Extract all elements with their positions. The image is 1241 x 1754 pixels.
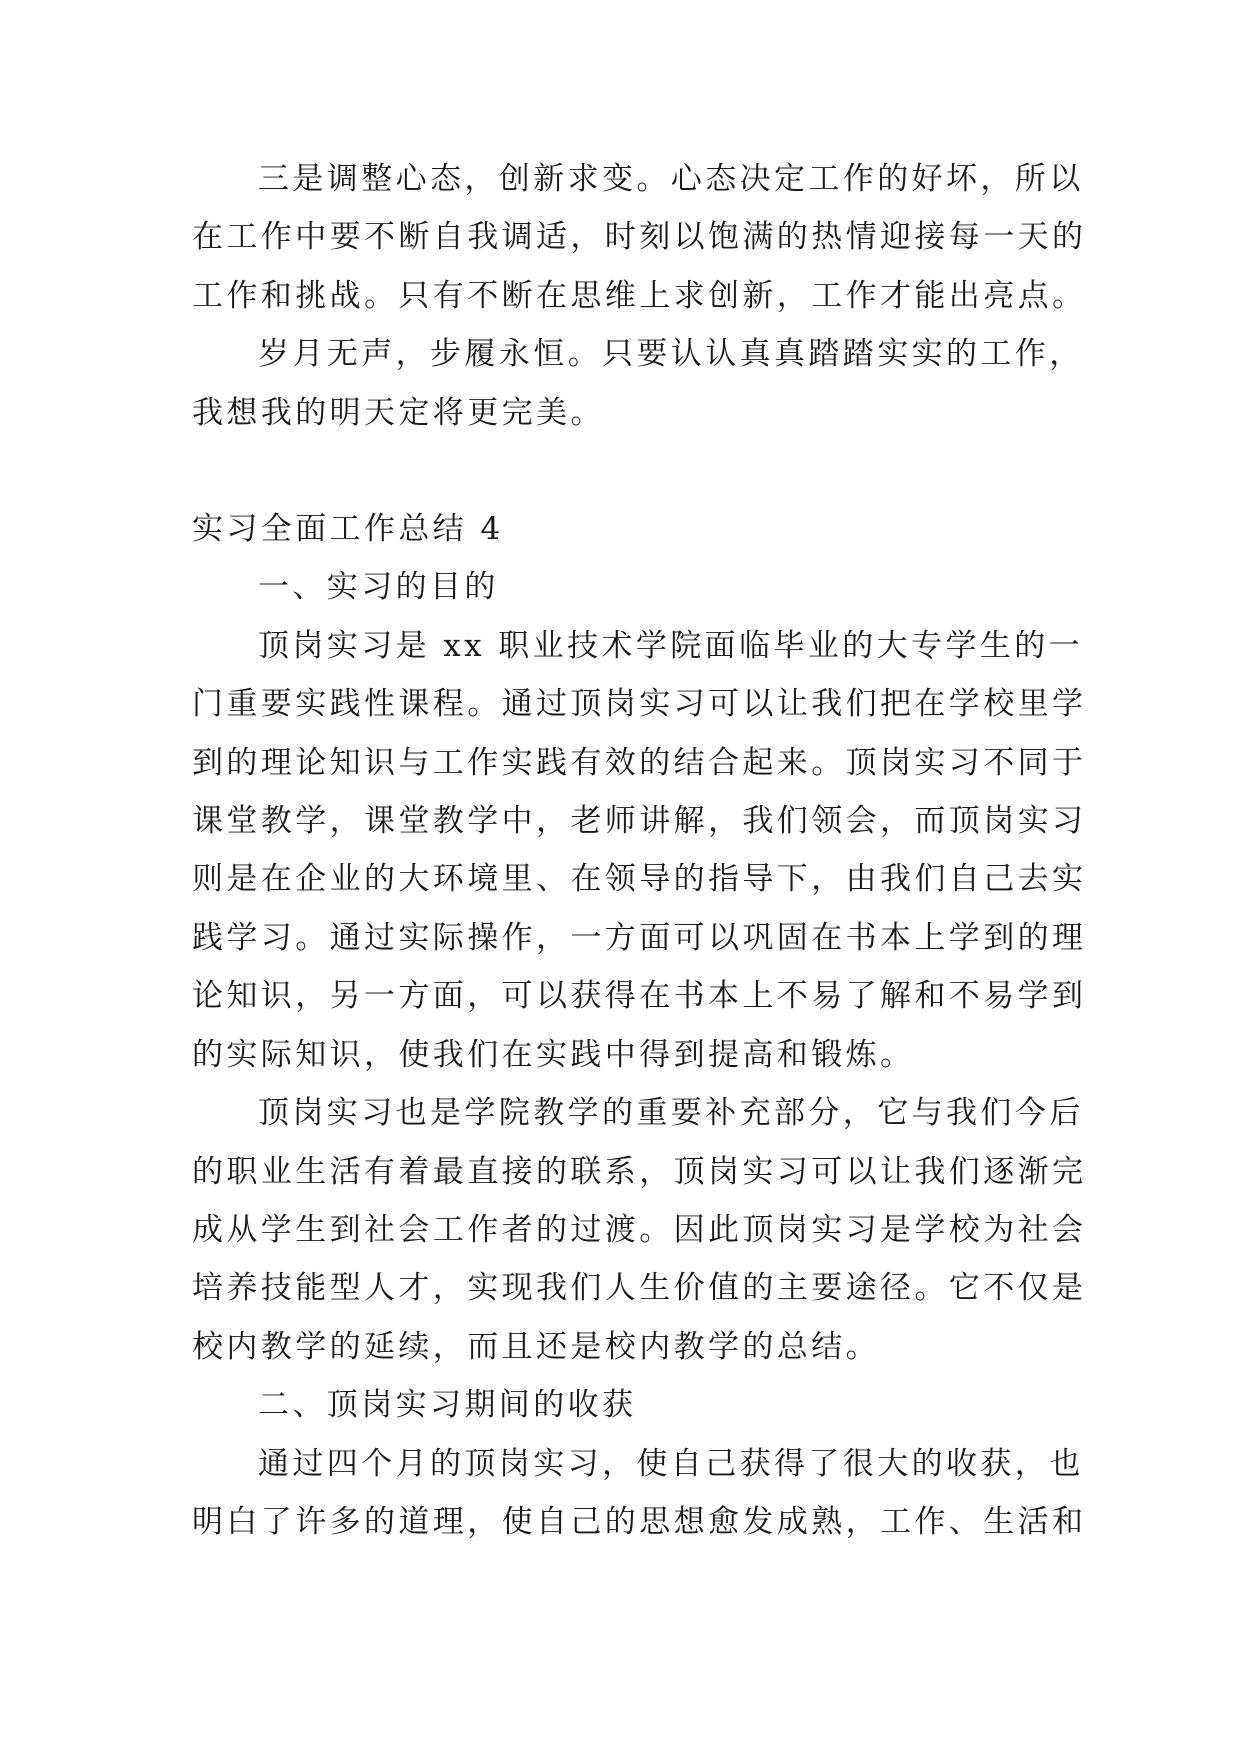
text-line: 论知识，另一方面，可以获得在书本上不易了解和不易学到 bbox=[192, 978, 1087, 1015]
paragraph-internship-importance bbox=[192, 1084, 1087, 1376]
text-line: 则是在企业的大环境里、在领导的指导下，由我们自己去实 bbox=[192, 861, 1087, 898]
text-line: 门重要实践性课程。通过顶岗实习可以让我们把在学校里学 bbox=[192, 686, 1087, 723]
paragraph-internship-intro bbox=[192, 617, 1087, 1084]
text-line: 培养技能型人才，实现我们人生价值的主要途径。它不仅是 bbox=[192, 1270, 1087, 1307]
section-title: 实习全面工作总结 4 bbox=[192, 511, 504, 548]
paragraph-gains bbox=[192, 1435, 1087, 1552]
text-line: 三是调整心态，创新求变。心态决定工作的好坏，所以 bbox=[258, 161, 1084, 197]
text-line: 工作和挑战。只有不断在思维上求创新，工作才能出亮点。 bbox=[192, 277, 1087, 314]
text-line: 在工作中要不断自我调适，时刻以饱满的热情迎接每一天的 bbox=[192, 219, 1087, 256]
text-line: 我想我的明天定将更完美。 bbox=[192, 394, 605, 431]
text-line: 的职业生活有着最直接的联系，顶岗实习可以让我们逐渐完 bbox=[192, 1153, 1087, 1190]
text-line: 到的理论知识与工作实践有效的结合起来。顶岗实习不同于 bbox=[192, 744, 1087, 781]
heading-purpose: 一、实习的目的 bbox=[258, 569, 499, 606]
text-line: 课堂教学，课堂教学中，老师讲解，我们领会，而顶岗实习 bbox=[192, 803, 1087, 840]
text-line: 顶岗实习也是学院教学的重要补充部分，它与我们今后 bbox=[258, 1095, 1084, 1132]
text-line: 成从学生到社会工作者的过渡。因此顶岗实习是学校为社会 bbox=[192, 1211, 1087, 1248]
text-line: 校内教学的延续，而且还是校内教学的总结。 bbox=[192, 1328, 880, 1365]
text-line: 岁月无声，步履永恒。只要认认真真踏踏实实的工作， bbox=[258, 336, 1084, 373]
text-line: 践学习。通过实际操作，一方面可以巩固在书本上学到的理 bbox=[192, 919, 1087, 956]
text-line: 的实际知识，使我们在实践中得到提高和锻炼。 bbox=[192, 1036, 915, 1073]
blank-line bbox=[192, 442, 1072, 500]
text-line: 通过四个月的顶岗实习，使自己获得了很大的收获，也 bbox=[258, 1445, 1084, 1482]
document-body bbox=[192, 150, 1087, 1551]
text-line: 明白了许多的道理，使自己的思想愈发成熟，工作、生活和 bbox=[192, 1503, 1087, 1540]
paragraph-adjust-mindset bbox=[192, 150, 1087, 325]
paragraph-closing bbox=[192, 325, 1084, 442]
heading-gains: 二、顶岗实习期间的收获 bbox=[258, 1387, 637, 1424]
text-line: 顶岗实习是 xx 职业技术学院面临毕业的大专学生的一 bbox=[258, 627, 1084, 664]
